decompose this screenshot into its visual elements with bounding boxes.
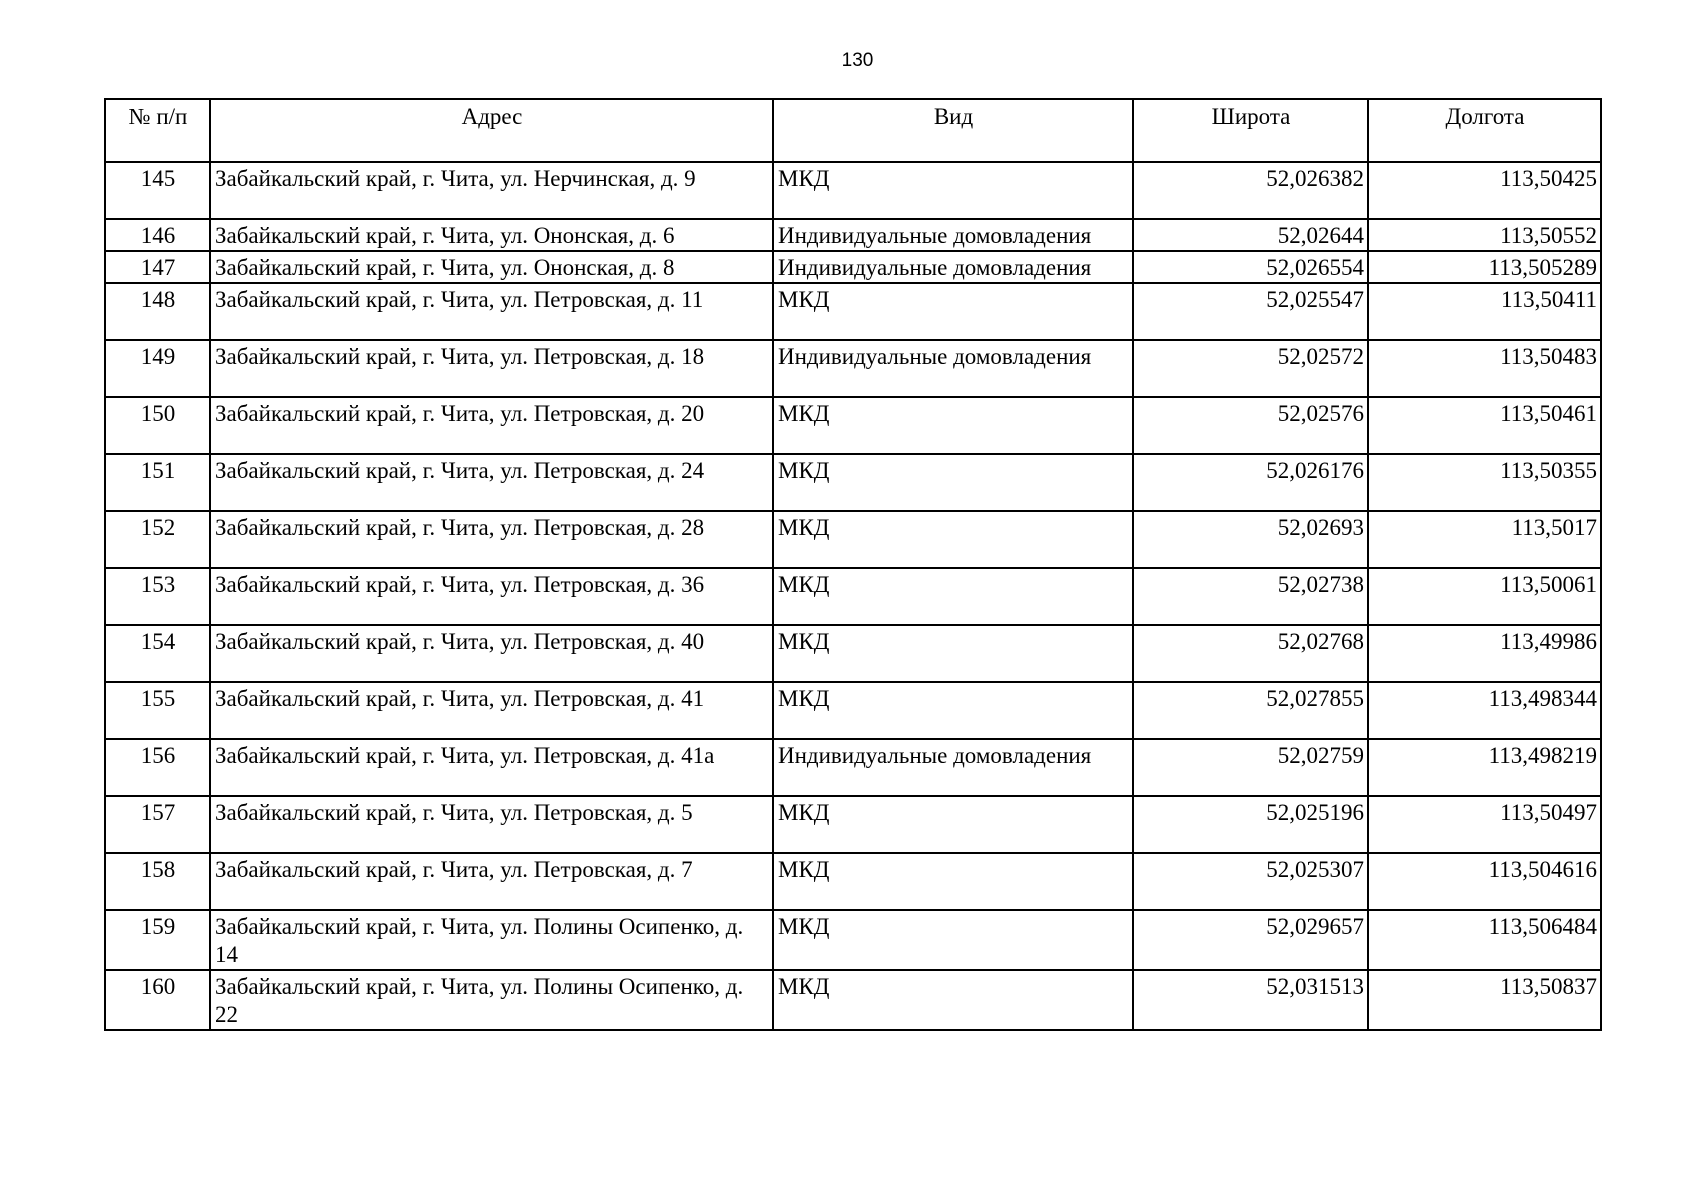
row-kind: Индивидуальные домовладения [773,219,1133,251]
row-longitude: 113,504616 [1368,853,1601,910]
row-kind: МКД [773,511,1133,568]
row-kind: МКД [773,970,1133,1030]
table-row [105,454,1601,511]
row-longitude: 113,49986 [1368,625,1601,682]
header-longitude: Долгота [1368,99,1601,162]
row-kind: МКД [773,853,1133,910]
row-kind: МКД [773,397,1133,454]
table-row [105,682,1601,739]
row-latitude: 52,02576 [1133,397,1368,454]
row-number: 145 [105,162,210,219]
table-row [105,796,1601,853]
row-longitude: 113,50552 [1368,219,1601,251]
row-longitude: 113,498219 [1368,739,1601,796]
row-address: Забайкальский край, г. Чита, ул. Петровская, д. 28 [210,511,773,568]
row-address: Забайкальский край, г. Чита, ул. Полины Осипенко, д. 14 [210,910,773,970]
row-kind: Индивидуальные домовладения [773,251,1133,283]
row-latitude: 52,02768 [1133,625,1368,682]
row-number: 153 [105,568,210,625]
row-address: Забайкальский край, г. Чита, ул. Петровская, д. 24 [210,454,773,511]
row-number: 157 [105,796,210,853]
row-latitude: 52,02738 [1133,568,1368,625]
row-address: Забайкальский край, г. Чита, ул. Петровская, д. 20 [210,397,773,454]
row-address: Забайкальский край, г. Чита, ул. Петровская, д. 5 [210,796,773,853]
row-address: Забайкальский край, г. Чита, ул. Ононская, д. 8 [210,251,773,283]
row-latitude: 52,027855 [1133,682,1368,739]
table-row [105,162,1601,219]
table-row [105,625,1601,682]
header-number: № п/п [105,99,210,162]
row-address: Забайкальский край, г. Чита, ул. Петровская, д. 7 [210,853,773,910]
row-latitude: 52,02759 [1133,739,1368,796]
row-kind: МКД [773,568,1133,625]
address-coordinates-table [104,98,1602,1031]
row-address: Забайкальский край, г. Чита, ул. Полины Осипенко, д. 22 [210,970,773,1030]
row-address: Забайкальский край, г. Чита, ул. Петровская, д. 40 [210,625,773,682]
row-kind: МКД [773,796,1133,853]
row-number: 154 [105,625,210,682]
table-row [105,568,1601,625]
row-address: Забайкальский край, г. Чита, ул. Нерчинская, д. 9 [210,162,773,219]
row-latitude: 52,025547 [1133,283,1368,340]
row-latitude: 52,026382 [1133,162,1368,219]
row-number: 155 [105,682,210,739]
row-number: 152 [105,511,210,568]
table-row [105,397,1601,454]
row-latitude: 52,026554 [1133,251,1368,283]
table-row [105,739,1601,796]
row-latitude: 52,029657 [1133,910,1368,970]
row-number: 146 [105,219,210,251]
table-row [105,853,1601,910]
header-latitude: Широта [1133,99,1368,162]
table-row [105,910,1601,970]
row-longitude: 113,505289 [1368,251,1601,283]
row-kind: МКД [773,283,1133,340]
row-longitude: 113,50483 [1368,340,1601,397]
page-number: 130 [841,50,874,71]
row-kind: МКД [773,625,1133,682]
row-kind: МКД [773,454,1133,511]
row-address: Забайкальский край, г. Чита, ул. Петровская, д. 18 [210,340,773,397]
row-kind: Индивидуальные домовладения [773,739,1133,796]
row-latitude: 52,031513 [1133,970,1368,1030]
row-longitude: 113,506484 [1368,910,1601,970]
row-address: Забайкальский край, г. Чита, ул. Петровская, д. 41а [210,739,773,796]
row-longitude: 113,50837 [1368,970,1601,1030]
row-longitude: 113,50061 [1368,568,1601,625]
row-kind: МКД [773,162,1133,219]
row-number: 148 [105,283,210,340]
row-number: 149 [105,340,210,397]
row-address: Забайкальский край, г. Чита, ул. Петровская, д. 41 [210,682,773,739]
table-row [105,511,1601,568]
row-longitude: 113,5017 [1368,511,1601,568]
row-address: Забайкальский край, г. Чита, ул. Петровская, д. 36 [210,568,773,625]
row-number: 156 [105,739,210,796]
table-row [105,970,1601,1030]
table-row [105,219,1601,251]
row-longitude: 113,50425 [1368,162,1601,219]
row-number: 147 [105,251,210,283]
row-number: 158 [105,853,210,910]
row-longitude: 113,50411 [1368,283,1601,340]
row-longitude: 113,50461 [1368,397,1601,454]
row-latitude: 52,02693 [1133,511,1368,568]
row-number: 159 [105,910,210,970]
row-address: Забайкальский край, г. Чита, ул. Ононская, д. 6 [210,219,773,251]
row-latitude: 52,02644 [1133,219,1368,251]
row-longitude: 113,50497 [1368,796,1601,853]
header-address: Адрес [210,99,773,162]
row-kind: МКД [773,910,1133,970]
row-longitude: 113,50355 [1368,454,1601,511]
row-address: Забайкальский край, г. Чита, ул. Петровская, д. 11 [210,283,773,340]
table-row [105,251,1601,283]
row-kind: МКД [773,682,1133,739]
row-number: 150 [105,397,210,454]
row-longitude: 113,498344 [1368,682,1601,739]
row-number: 160 [105,970,210,1030]
row-number: 151 [105,454,210,511]
table-header-row [105,99,1601,162]
table-row [105,283,1601,340]
row-latitude: 52,026176 [1133,454,1368,511]
row-kind: Индивидуальные домовладения [773,340,1133,397]
table-row [105,340,1601,397]
header-kind: Вид [773,99,1133,162]
row-latitude: 52,02572 [1133,340,1368,397]
row-latitude: 52,025196 [1133,796,1368,853]
row-latitude: 52,025307 [1133,853,1368,910]
